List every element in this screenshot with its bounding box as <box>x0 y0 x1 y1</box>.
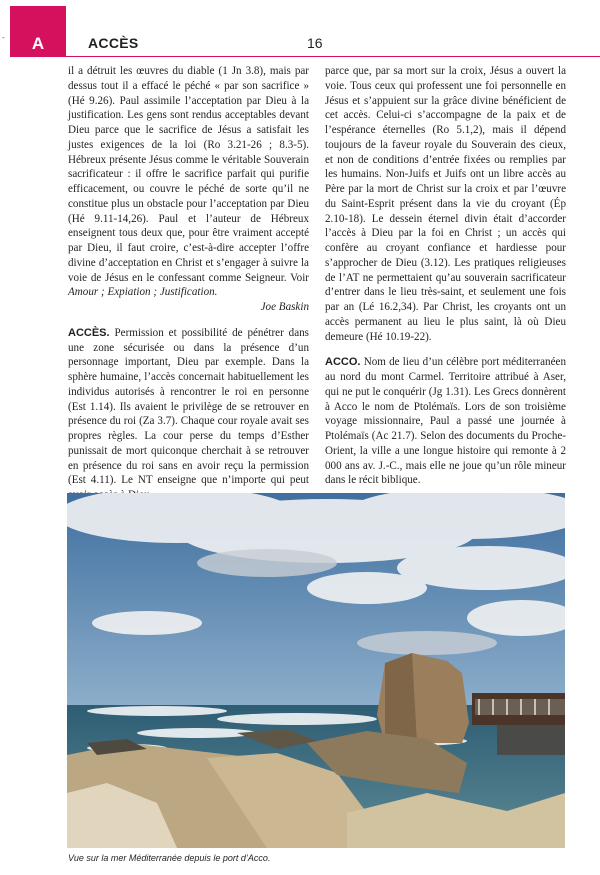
entry-acco-text: Nom de lieu d’un célèbre port méditerranéen au nord du mont Carmel. Territoire attribué à Aser, qui ne put le conquérir (Jg 1.31). Les Grecs donnèrent à Acco le nom de Ptolémaïs. Lors de son troisième voyage missionnaire, Paul a passé une journée à Ptolémaïs (Ac 21.7). Selon des documents du Proche-Orient, la ville a une longue histoire qui remonte à 2 000 ans av. J.-C., mais elle ne joue qu’un rôle mineur dans le récit biblique. <box>325 356 566 487</box>
figure-caption: Vue sur la mer Méditerranée depuis le port d’Acco. <box>68 853 271 863</box>
headword-acco: ACCO. <box>325 356 361 369</box>
running-head: ACCÈS <box>88 35 139 51</box>
page-number: 16 <box>307 35 323 51</box>
header-rule <box>66 56 600 57</box>
right-column <box>325 64 566 488</box>
continuation-text: il a détruit les œuvres du diable (1 Jn 3.8), mais par dessus tout il a effacé le péché « par son sacrifice » (Hé 9.26). Paul assimile l’acceptation par Dieu à la justification. Les gens sont rendus acceptables devant Dieu parce que le sacrifice de Jésus a satisfait les justes exigences de la loi (Ro 3.21-26 ; 8.3-5). Hébreux présente Jésus comme le véritable Souverain sacrificateur : il offre le sacrifice parfait qui purifie efficacement, ou couvre le péché de sorte qu’il ne constitue plus un obstacle pour l’acceptation par Dieu (Hé 9.11-14,26). Paul et l’auteur de Hébreux enseignent tous deux que, pour être vraiment accepté par Dieu, il faut croire, c’est-à-dire accepter l’offre divine d’acceptation en Christ et s’engager à suivre la voie de Jésus en le confessant comme Seigneur. Voir <box>68 65 309 284</box>
left-column <box>68 64 309 503</box>
section-tab <box>10 6 66 57</box>
section-letter: A <box>31 34 45 53</box>
entry-acco <box>325 355 566 488</box>
entry-acces <box>68 326 309 503</box>
headword-acces: ACCÈS. <box>68 326 110 339</box>
author-signature: Joe Baskin <box>260 301 309 313</box>
continuation-paragraph-right: parce que, par sa mort sur la croix, Jésus a ouvert la voie. Tous ceux qui professent une foi personnelle en Jésus et s’appuient sur la grâce divine bénéficient de cet accès. Celui-ci s’accompagne de la paix et de l’espérance éternelles (Ro 5.1,2), mais il dépend toujours de la faveur royale du Souverain des cieux, et non de conditions d’entrée fixées ou remplies par les humains. Non-Juifs et Juifs ont un libre accès au Père par la mort de Christ sur la croix et par l’œuvre du Saint-Esprit présent dans la vie du croyant (Ép 2.10-18). Le dessein éternel divin était d’accorder l’accès à Dieu par la foi en Christ ; un accès qui confère au croyant confiance et hardiesse pour s’approcher de Dieu (3.12). Les pratiques religieuses de l’AT ne permettaient qu’au souverain sacrificateur d’entrer dans le lieu très-saint, et seulement une fois par an (Lé 16.2,34). Par Christ, les croyants ont un accès permanent au lieu le plus saint, là où Dieu demeure (Hé 10.19-22). <box>325 65 566 343</box>
see-also-refs: Amour ; Expiation ; Justification. <box>68 286 218 299</box>
entry-acces-text: Permission et possibilité de pénétrer dans une zone sécurisée ou dans la présence d’un personnage important, Dieu par exemple. Dans la sphère humaine, l’accès concernait habituellement les individus autorisés à rencontrer le roi en personne (Est 1.14). Ils avaient le privilège de se retrouver en présence du roi (Za 3.7). Chaque cour royale avait ses propres règles. La cour perse du temps d’Esther punissait de mort quiconque cherchait à se retrouver en présence du roi sans en avoir reçu la permission (Est 4.11). Le NT enseigne que n’importe qui peut <box>68 326 310 487</box>
crop-mark: - <box>2 33 5 42</box>
continuation-paragraph <box>68 64 309 300</box>
harbor-photo <box>67 493 565 848</box>
